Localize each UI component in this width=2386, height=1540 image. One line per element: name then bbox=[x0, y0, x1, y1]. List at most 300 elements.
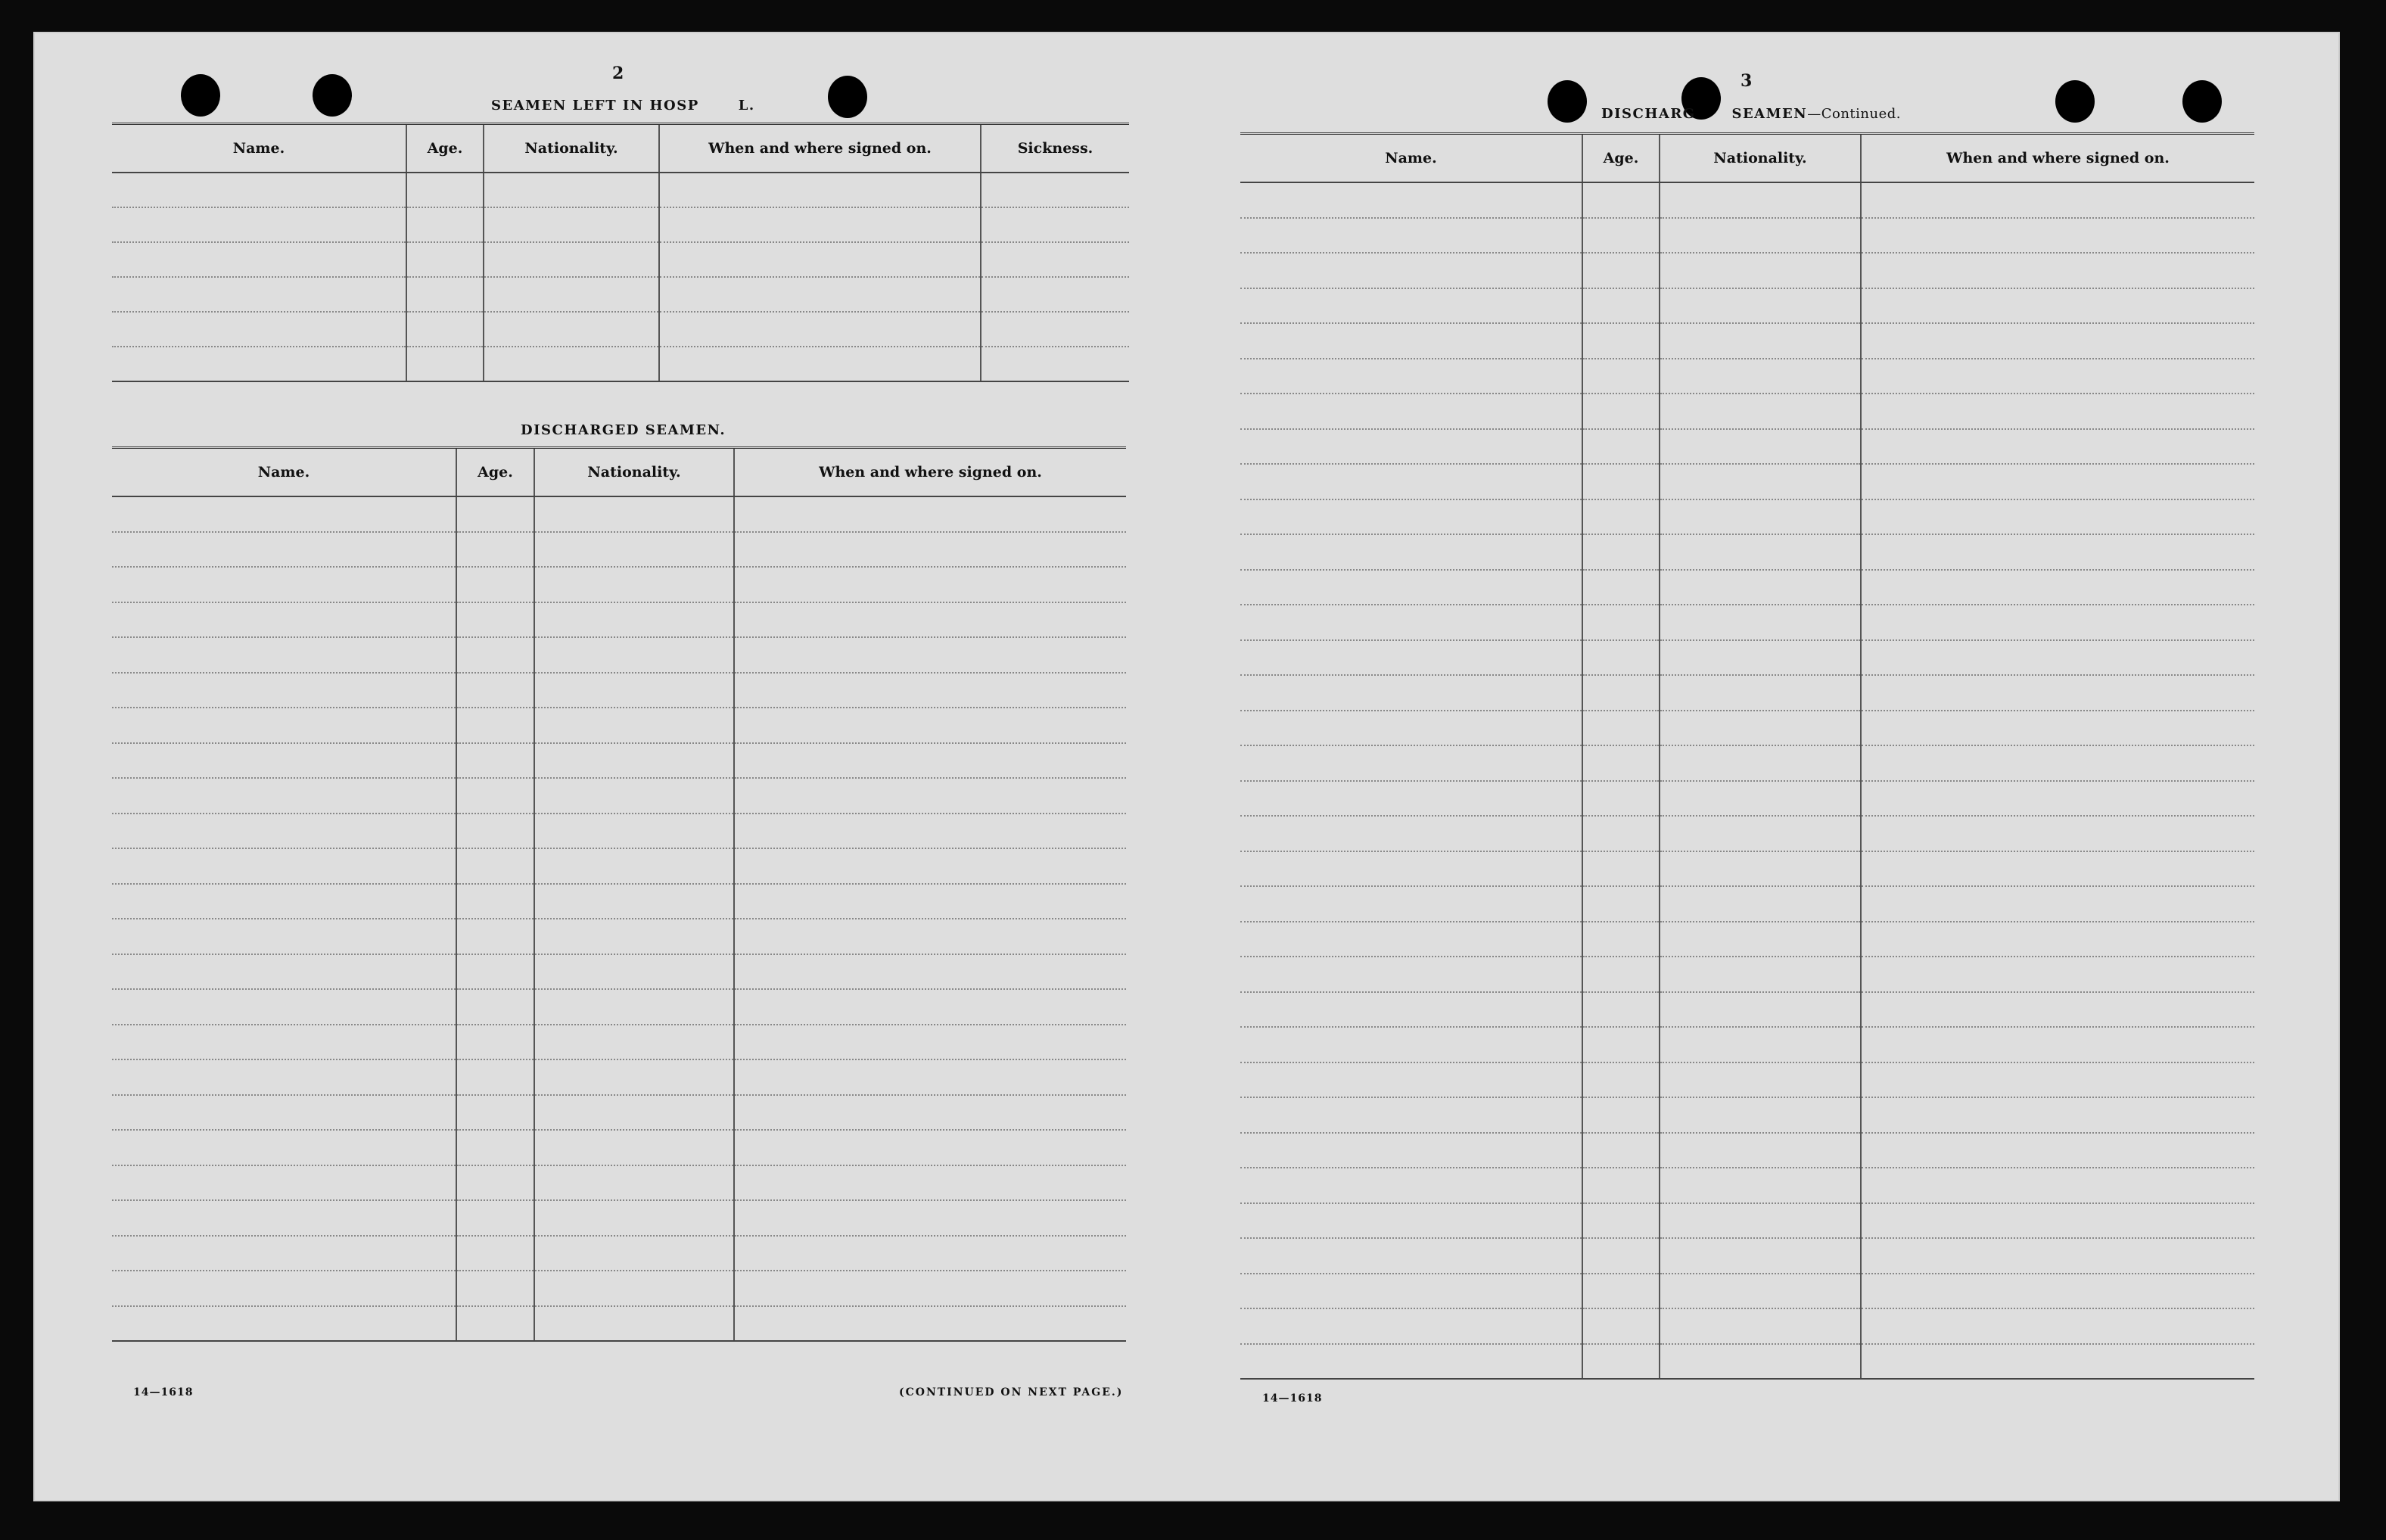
right-page-number: 3 bbox=[1741, 71, 1753, 91]
table-cell[interactable] bbox=[112, 1306, 456, 1342]
hospital-table bbox=[112, 123, 1129, 382]
table-cell[interactable] bbox=[1861, 1097, 2254, 1133]
table-cell[interactable] bbox=[534, 919, 734, 954]
table-cell[interactable] bbox=[112, 1130, 456, 1165]
table-cell[interactable] bbox=[534, 1025, 734, 1060]
table-row bbox=[1240, 218, 2254, 254]
table-cell[interactable] bbox=[406, 312, 484, 347]
table-cell[interactable] bbox=[1660, 1238, 1861, 1274]
table-cell[interactable] bbox=[1861, 359, 2254, 394]
table-row bbox=[1240, 851, 2254, 887]
table-cell[interactable] bbox=[659, 277, 981, 312]
table-cell[interactable] bbox=[1582, 394, 1660, 429]
table-row bbox=[112, 1236, 1126, 1271]
table-cell[interactable] bbox=[112, 496, 456, 532]
table-cell[interactable] bbox=[1660, 1274, 1861, 1309]
table-cell[interactable] bbox=[1582, 1027, 1660, 1062]
table-cell[interactable] bbox=[534, 1200, 734, 1236]
table-cell[interactable] bbox=[112, 602, 456, 638]
table-cell[interactable] bbox=[1861, 992, 2254, 1028]
table-cell[interactable] bbox=[456, 1306, 534, 1342]
table-cell[interactable] bbox=[1861, 640, 2254, 676]
table-cell[interactable] bbox=[112, 1200, 456, 1236]
continued-discharged-table bbox=[1240, 132, 2254, 1380]
table-cell[interactable] bbox=[456, 1200, 534, 1236]
table-cell[interactable] bbox=[1582, 218, 1660, 254]
table-cell[interactable] bbox=[1582, 1062, 1660, 1098]
table-cell[interactable] bbox=[1660, 957, 1861, 992]
table-cell[interactable] bbox=[1582, 534, 1660, 570]
table-cell[interactable] bbox=[112, 848, 456, 884]
table-cell[interactable] bbox=[981, 277, 1129, 312]
table-row bbox=[1240, 1027, 2254, 1062]
table-cell[interactable] bbox=[1582, 253, 1660, 288]
table-cell[interactable] bbox=[456, 1130, 534, 1165]
table-cell[interactable] bbox=[1861, 1238, 2254, 1274]
table-cell[interactable] bbox=[1660, 640, 1861, 676]
table-cell[interactable] bbox=[112, 1271, 456, 1306]
table-row bbox=[112, 1059, 1126, 1095]
table-cell[interactable] bbox=[1240, 1308, 1582, 1344]
table-cell[interactable] bbox=[734, 673, 1126, 708]
table-cell[interactable] bbox=[1240, 464, 1582, 499]
table-cell[interactable] bbox=[1240, 1238, 1582, 1274]
table-cell[interactable] bbox=[112, 708, 456, 743]
table-cell[interactable] bbox=[406, 173, 484, 207]
table-cell[interactable] bbox=[456, 1025, 534, 1060]
table-cell[interactable] bbox=[534, 567, 734, 602]
table-cell[interactable] bbox=[1240, 1274, 1582, 1309]
table-cell[interactable] bbox=[734, 1095, 1126, 1131]
table-row bbox=[112, 347, 1129, 381]
table-cell[interactable] bbox=[534, 532, 734, 568]
table-cell[interactable] bbox=[534, 1271, 734, 1306]
table-cell[interactable] bbox=[534, 778, 734, 814]
column-header-signed-on: When and where signed on. bbox=[734, 448, 1126, 497]
table-cell[interactable] bbox=[1240, 922, 1582, 957]
table-cell[interactable] bbox=[1582, 816, 1660, 851]
table-cell[interactable] bbox=[1660, 711, 1861, 746]
table-cell[interactable] bbox=[456, 1236, 534, 1271]
table-cell[interactable] bbox=[1240, 886, 1582, 922]
table-cell[interactable] bbox=[659, 312, 981, 347]
table-cell[interactable] bbox=[112, 884, 456, 919]
table-cell[interactable] bbox=[1240, 816, 1582, 851]
table-cell[interactable] bbox=[1861, 1308, 2254, 1344]
table-cell[interactable] bbox=[1240, 745, 1582, 781]
table-cell[interactable] bbox=[1582, 1168, 1660, 1203]
table-cell[interactable] bbox=[1240, 675, 1582, 711]
table-cell[interactable] bbox=[1582, 992, 1660, 1028]
table-cell[interactable] bbox=[734, 1025, 1126, 1060]
table-cell[interactable] bbox=[1660, 851, 1861, 887]
table-cell[interactable] bbox=[1660, 218, 1861, 254]
table-cell[interactable] bbox=[484, 207, 659, 242]
table-row bbox=[1240, 182, 2254, 218]
table-cell[interactable] bbox=[981, 347, 1129, 381]
table-cell[interactable] bbox=[1582, 359, 1660, 394]
table-cell[interactable] bbox=[1660, 1133, 1861, 1168]
table-cell[interactable] bbox=[1660, 253, 1861, 288]
table-cell[interactable] bbox=[1582, 1274, 1660, 1309]
table-cell[interactable] bbox=[112, 347, 406, 381]
table-cell[interactable] bbox=[1861, 957, 2254, 992]
punch-hole bbox=[2055, 80, 2095, 123]
table-cell[interactable] bbox=[734, 567, 1126, 602]
table-cell[interactable] bbox=[112, 778, 456, 814]
column-header-age: Age. bbox=[406, 124, 484, 173]
table-cell[interactable] bbox=[484, 277, 659, 312]
table-cell[interactable] bbox=[734, 1200, 1126, 1236]
table-cell[interactable] bbox=[1660, 922, 1861, 957]
table-cell[interactable] bbox=[734, 814, 1126, 849]
table-cell[interactable] bbox=[1861, 851, 2254, 887]
table-cell[interactable] bbox=[1861, 429, 2254, 465]
continued-note: (CONTINUED ON NEXT PAGE.) bbox=[899, 1386, 1124, 1398]
table-cell[interactable] bbox=[406, 207, 484, 242]
table-cell[interactable] bbox=[1582, 464, 1660, 499]
table-cell[interactable] bbox=[456, 567, 534, 602]
table-cell[interactable] bbox=[534, 1165, 734, 1201]
table-cell[interactable] bbox=[734, 884, 1126, 919]
table-cell[interactable] bbox=[456, 1165, 534, 1201]
table-cell[interactable] bbox=[659, 242, 981, 277]
table-cell[interactable] bbox=[1582, 745, 1660, 781]
table-cell[interactable] bbox=[534, 673, 734, 708]
table-cell[interactable] bbox=[659, 347, 981, 381]
table-cell[interactable] bbox=[734, 1306, 1126, 1342]
table-cell[interactable] bbox=[112, 743, 456, 779]
table-cell[interactable] bbox=[1660, 182, 1861, 218]
table-cell[interactable] bbox=[1660, 1203, 1861, 1239]
table-cell[interactable] bbox=[534, 496, 734, 532]
table-cell[interactable] bbox=[1861, 1274, 2254, 1309]
table-cell[interactable] bbox=[112, 173, 406, 207]
table-cell[interactable] bbox=[981, 207, 1129, 242]
table-cell[interactable] bbox=[112, 673, 456, 708]
table-cell[interactable] bbox=[1861, 288, 2254, 324]
table-cell[interactable] bbox=[1660, 745, 1861, 781]
table-cell[interactable] bbox=[1582, 1344, 1660, 1380]
table-cell[interactable] bbox=[659, 173, 981, 207]
table-cell[interactable] bbox=[1240, 781, 1582, 817]
table-cell[interactable] bbox=[534, 814, 734, 849]
table-cell[interactable] bbox=[456, 637, 534, 673]
column-header-signed-on: When and where signed on. bbox=[1861, 134, 2254, 183]
table-cell[interactable] bbox=[1861, 745, 2254, 781]
table-cell[interactable] bbox=[734, 919, 1126, 954]
table-cell[interactable] bbox=[1240, 605, 1582, 640]
table-cell[interactable] bbox=[1861, 1344, 2254, 1380]
table-cell[interactable] bbox=[1660, 781, 1861, 817]
continued-table-body bbox=[1240, 182, 2254, 1379]
table-cell[interactable] bbox=[456, 1095, 534, 1131]
table-row bbox=[1240, 745, 2254, 781]
table-cell[interactable] bbox=[1660, 816, 1861, 851]
table-cell[interactable] bbox=[112, 814, 456, 849]
table-cell[interactable] bbox=[534, 884, 734, 919]
table-cell[interactable] bbox=[1861, 1062, 2254, 1098]
table-cell[interactable] bbox=[112, 312, 406, 347]
table-cell[interactable] bbox=[1240, 1168, 1582, 1203]
table-row bbox=[1240, 640, 2254, 676]
table-cell[interactable] bbox=[1660, 1062, 1861, 1098]
table-cell[interactable] bbox=[1660, 1308, 1861, 1344]
table-cell[interactable] bbox=[1582, 605, 1660, 640]
table-cell[interactable] bbox=[534, 1130, 734, 1165]
document-sheet bbox=[33, 32, 2340, 1501]
table-cell[interactable] bbox=[1861, 1168, 2254, 1203]
table-cell[interactable] bbox=[734, 496, 1126, 532]
table-cell[interactable] bbox=[534, 1095, 734, 1131]
table-cell[interactable] bbox=[734, 1271, 1126, 1306]
table-cell[interactable] bbox=[1240, 640, 1582, 676]
table-cell[interactable] bbox=[1582, 711, 1660, 746]
table-cell[interactable] bbox=[1240, 851, 1582, 887]
table-cell[interactable] bbox=[456, 1059, 534, 1095]
table-cell[interactable] bbox=[1861, 253, 2254, 288]
left-page-number: 2 bbox=[612, 64, 624, 83]
table-cell[interactable] bbox=[1582, 1097, 1660, 1133]
table-cell[interactable] bbox=[456, 743, 534, 779]
table-cell[interactable] bbox=[1240, 1133, 1582, 1168]
table-cell[interactable] bbox=[1240, 1097, 1582, 1133]
table-cell[interactable] bbox=[112, 1165, 456, 1201]
table-cell[interactable] bbox=[484, 242, 659, 277]
table-cell[interactable] bbox=[1582, 288, 1660, 324]
discharged-table bbox=[112, 446, 1126, 1342]
punch-hole bbox=[181, 74, 220, 117]
table-cell[interactable] bbox=[734, 989, 1126, 1025]
table-cell[interactable] bbox=[1660, 464, 1861, 499]
table-row bbox=[112, 567, 1126, 602]
table-cell[interactable] bbox=[1861, 499, 2254, 535]
table-cell[interactable] bbox=[1582, 1308, 1660, 1344]
table-cell[interactable] bbox=[1861, 922, 2254, 957]
table-cell[interactable] bbox=[1240, 534, 1582, 570]
table-cell[interactable] bbox=[1660, 1168, 1861, 1203]
table-cell[interactable] bbox=[456, 602, 534, 638]
table-cell[interactable] bbox=[112, 954, 456, 990]
table-cell[interactable] bbox=[406, 242, 484, 277]
column-header-age: Age. bbox=[1582, 134, 1660, 183]
table-cell[interactable] bbox=[734, 778, 1126, 814]
table-cell[interactable] bbox=[534, 1306, 734, 1342]
table-cell[interactable] bbox=[1582, 640, 1660, 676]
table-cell[interactable] bbox=[456, 989, 534, 1025]
table-cell[interactable] bbox=[1582, 675, 1660, 711]
table-cell[interactable] bbox=[981, 312, 1129, 347]
table-cell[interactable] bbox=[1582, 957, 1660, 992]
table-cell[interactable] bbox=[1582, 922, 1660, 957]
table-row bbox=[1240, 711, 2254, 746]
table-cell[interactable] bbox=[1660, 1027, 1861, 1062]
table-cell[interactable] bbox=[112, 1236, 456, 1271]
table-cell[interactable] bbox=[1240, 182, 1582, 218]
table-cell[interactable] bbox=[1240, 1203, 1582, 1239]
table-cell[interactable] bbox=[112, 277, 406, 312]
table-cell[interactable] bbox=[406, 347, 484, 381]
table-row bbox=[1240, 534, 2254, 570]
table-cell[interactable] bbox=[1660, 675, 1861, 711]
table-cell[interactable] bbox=[1861, 534, 2254, 570]
table-cell[interactable] bbox=[1240, 570, 1582, 605]
table-cell[interactable] bbox=[981, 173, 1129, 207]
table-cell[interactable] bbox=[1240, 499, 1582, 535]
table-cell[interactable] bbox=[1240, 288, 1582, 324]
table-cell[interactable] bbox=[1660, 534, 1861, 570]
table-cell[interactable] bbox=[112, 207, 406, 242]
table-cell[interactable] bbox=[406, 277, 484, 312]
table-cell[interactable] bbox=[734, 1130, 1126, 1165]
table-cell[interactable] bbox=[112, 637, 456, 673]
table-cell[interactable] bbox=[112, 242, 406, 277]
table-cell[interactable] bbox=[534, 708, 734, 743]
table-cell[interactable] bbox=[1582, 323, 1660, 359]
table-cell[interactable] bbox=[1240, 359, 1582, 394]
table-row bbox=[112, 207, 1129, 242]
table-cell[interactable] bbox=[456, 673, 534, 708]
table-cell[interactable] bbox=[734, 637, 1126, 673]
table-cell[interactable] bbox=[1240, 218, 1582, 254]
table-cell[interactable] bbox=[1660, 886, 1861, 922]
table-cell[interactable] bbox=[1660, 359, 1861, 394]
table-cell[interactable] bbox=[1660, 499, 1861, 535]
table-cell[interactable] bbox=[112, 919, 456, 954]
table-cell[interactable] bbox=[1582, 429, 1660, 465]
table-cell[interactable] bbox=[1861, 1027, 2254, 1062]
table-cell[interactable] bbox=[112, 532, 456, 568]
table-cell[interactable] bbox=[456, 814, 534, 849]
table-cell[interactable] bbox=[1861, 570, 2254, 605]
table-cell[interactable] bbox=[1660, 570, 1861, 605]
table-cell[interactable] bbox=[1582, 851, 1660, 887]
table-row bbox=[1240, 1274, 2254, 1309]
table-cell[interactable] bbox=[1240, 957, 1582, 992]
table-cell[interactable] bbox=[456, 496, 534, 532]
table-row bbox=[1240, 1308, 2254, 1344]
table-cell[interactable] bbox=[1240, 1344, 1582, 1380]
table-cell[interactable] bbox=[1240, 711, 1582, 746]
table-cell[interactable] bbox=[1861, 218, 2254, 254]
right-section-title bbox=[1601, 106, 1901, 122]
table-cell[interactable] bbox=[1861, 323, 2254, 359]
table-cell[interactable] bbox=[1582, 781, 1660, 817]
column-header-name: Name. bbox=[1240, 134, 1582, 183]
table-cell[interactable] bbox=[1582, 1133, 1660, 1168]
table-cell[interactable] bbox=[1582, 499, 1660, 535]
table-cell[interactable] bbox=[456, 708, 534, 743]
table-cell[interactable] bbox=[1861, 816, 2254, 851]
table-cell[interactable] bbox=[484, 173, 659, 207]
table-cell[interactable] bbox=[1660, 1097, 1861, 1133]
table-cell[interactable] bbox=[1582, 570, 1660, 605]
table-cell[interactable] bbox=[1861, 182, 2254, 218]
table-cell[interactable] bbox=[456, 532, 534, 568]
table-cell[interactable] bbox=[1861, 781, 2254, 817]
table-row bbox=[1240, 1344, 2254, 1380]
table-cell[interactable] bbox=[1660, 1344, 1861, 1380]
table-cell[interactable] bbox=[456, 884, 534, 919]
table-cell[interactable] bbox=[534, 1059, 734, 1095]
table-cell[interactable] bbox=[1861, 394, 2254, 429]
table-cell[interactable] bbox=[734, 954, 1126, 990]
table-cell[interactable] bbox=[534, 602, 734, 638]
table-cell[interactable] bbox=[734, 848, 1126, 884]
table-cell[interactable] bbox=[659, 207, 981, 242]
table-row bbox=[112, 637, 1126, 673]
table-cell[interactable] bbox=[484, 312, 659, 347]
table-row bbox=[1240, 675, 2254, 711]
table-cell[interactable] bbox=[534, 989, 734, 1025]
table-cell[interactable] bbox=[1861, 605, 2254, 640]
table-cell[interactable] bbox=[456, 919, 534, 954]
table-cell[interactable] bbox=[1660, 323, 1861, 359]
table-cell[interactable] bbox=[1660, 288, 1861, 324]
table-cell[interactable] bbox=[456, 1271, 534, 1306]
table-cell[interactable] bbox=[1861, 886, 2254, 922]
table-cell[interactable] bbox=[734, 1059, 1126, 1095]
table-cell[interactable] bbox=[456, 778, 534, 814]
table-cell[interactable] bbox=[112, 1095, 456, 1131]
table-cell[interactable] bbox=[1861, 675, 2254, 711]
table-cell[interactable] bbox=[1582, 182, 1660, 218]
table-cell[interactable] bbox=[734, 1165, 1126, 1201]
table-cell[interactable] bbox=[1240, 253, 1582, 288]
table-cell[interactable] bbox=[1582, 886, 1660, 922]
table-cell[interactable] bbox=[1240, 394, 1582, 429]
table-cell[interactable] bbox=[112, 567, 456, 602]
table-cell[interactable] bbox=[734, 743, 1126, 779]
table-cell[interactable] bbox=[1240, 429, 1582, 465]
table-cell[interactable] bbox=[1660, 992, 1861, 1028]
table-cell[interactable] bbox=[1582, 1203, 1660, 1239]
table-cell[interactable] bbox=[981, 242, 1129, 277]
punch-hole bbox=[313, 74, 352, 117]
table-cell[interactable] bbox=[1240, 1027, 1582, 1062]
table-cell[interactable] bbox=[534, 637, 734, 673]
column-header-nationality: Nationality. bbox=[484, 124, 659, 173]
table-cell[interactable] bbox=[1861, 464, 2254, 499]
table-cell[interactable] bbox=[534, 954, 734, 990]
table-cell[interactable] bbox=[456, 848, 534, 884]
table-cell[interactable] bbox=[484, 347, 659, 381]
table-cell[interactable] bbox=[534, 1236, 734, 1271]
table-cell[interactable] bbox=[456, 954, 534, 990]
table-cell[interactable] bbox=[1240, 1062, 1582, 1098]
table-cell[interactable] bbox=[1660, 429, 1861, 465]
table-cell[interactable] bbox=[112, 989, 456, 1025]
table-cell[interactable] bbox=[534, 848, 734, 884]
table-cell[interactable] bbox=[1660, 394, 1861, 429]
table-cell[interactable] bbox=[1240, 992, 1582, 1028]
table-cell[interactable] bbox=[734, 532, 1126, 568]
table-cell[interactable] bbox=[734, 602, 1126, 638]
table-cell[interactable] bbox=[534, 743, 734, 779]
table-row bbox=[112, 602, 1126, 638]
table-cell[interactable] bbox=[1582, 1238, 1660, 1274]
table-cell[interactable] bbox=[112, 1025, 456, 1060]
table-cell[interactable] bbox=[1861, 1203, 2254, 1239]
table-cell[interactable] bbox=[1861, 1133, 2254, 1168]
table-cell[interactable] bbox=[734, 708, 1126, 743]
table-row bbox=[1240, 323, 2254, 359]
table-cell[interactable] bbox=[1660, 605, 1861, 640]
table-cell[interactable] bbox=[1861, 711, 2254, 746]
table-cell[interactable] bbox=[1240, 323, 1582, 359]
table-cell[interactable] bbox=[734, 1236, 1126, 1271]
table-cell[interactable] bbox=[112, 1059, 456, 1095]
